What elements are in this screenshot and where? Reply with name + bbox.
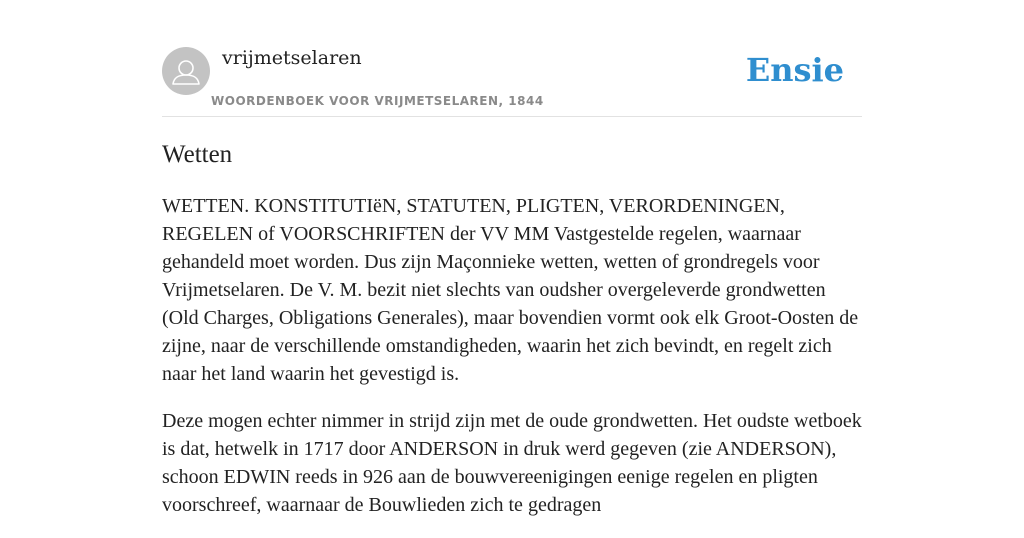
article-paragraph: Deze mogen echter nimmer in strijd zijn met de oude grondwetten. Het oudste wetboek is dat, hetwelk in 1717 door ANDERSON in druk werd gegeven (zie ANDERSON), schoon EDWIN reeds in 926 aan de bouwvereenigingen eenige regelen en pligten voorschreef, waarnaar de Bouwlieden zich te gedragen — [162, 410, 862, 516]
author-avatar[interactable] — [162, 47, 210, 95]
article-body — [162, 192, 862, 538]
page-title: Wetten — [162, 141, 233, 168]
ensie-logo[interactable]: Ensie — [745, 51, 844, 89]
user-icon — [162, 47, 210, 95]
page — [162, 0, 862, 516]
article-paragraph: WETTEN. KONSTITUTIëN, STATUTEN, PLIGTEN, VERORDENINGEN, REGELEN of VOORSCHRIFTEN der VV MM Vastgestelde regelen, waarnaar gehandeld moet worden. Dus zijn Maçonnieke wetten, wetten of grondregels voor Vrijmetselaren. De V. M. bezit niet slechts van oudsher overgeleverde grondwetten (Old Charges, Obligations Generales), maar bovendien vormt ook elk Groot-Oosten de zijne, naar de verschillende omstandigheden, waarin het zich bevindt, en regelt zich naar het land waarin het gevestigd is. — [162, 195, 859, 385]
header — [162, 0, 862, 117]
source-title[interactable]: WOORDENBOEK VOOR VRIJMETSELAREN, 1844 — [211, 94, 544, 108]
author-name[interactable]: vrijmetselaren — [222, 47, 362, 69]
